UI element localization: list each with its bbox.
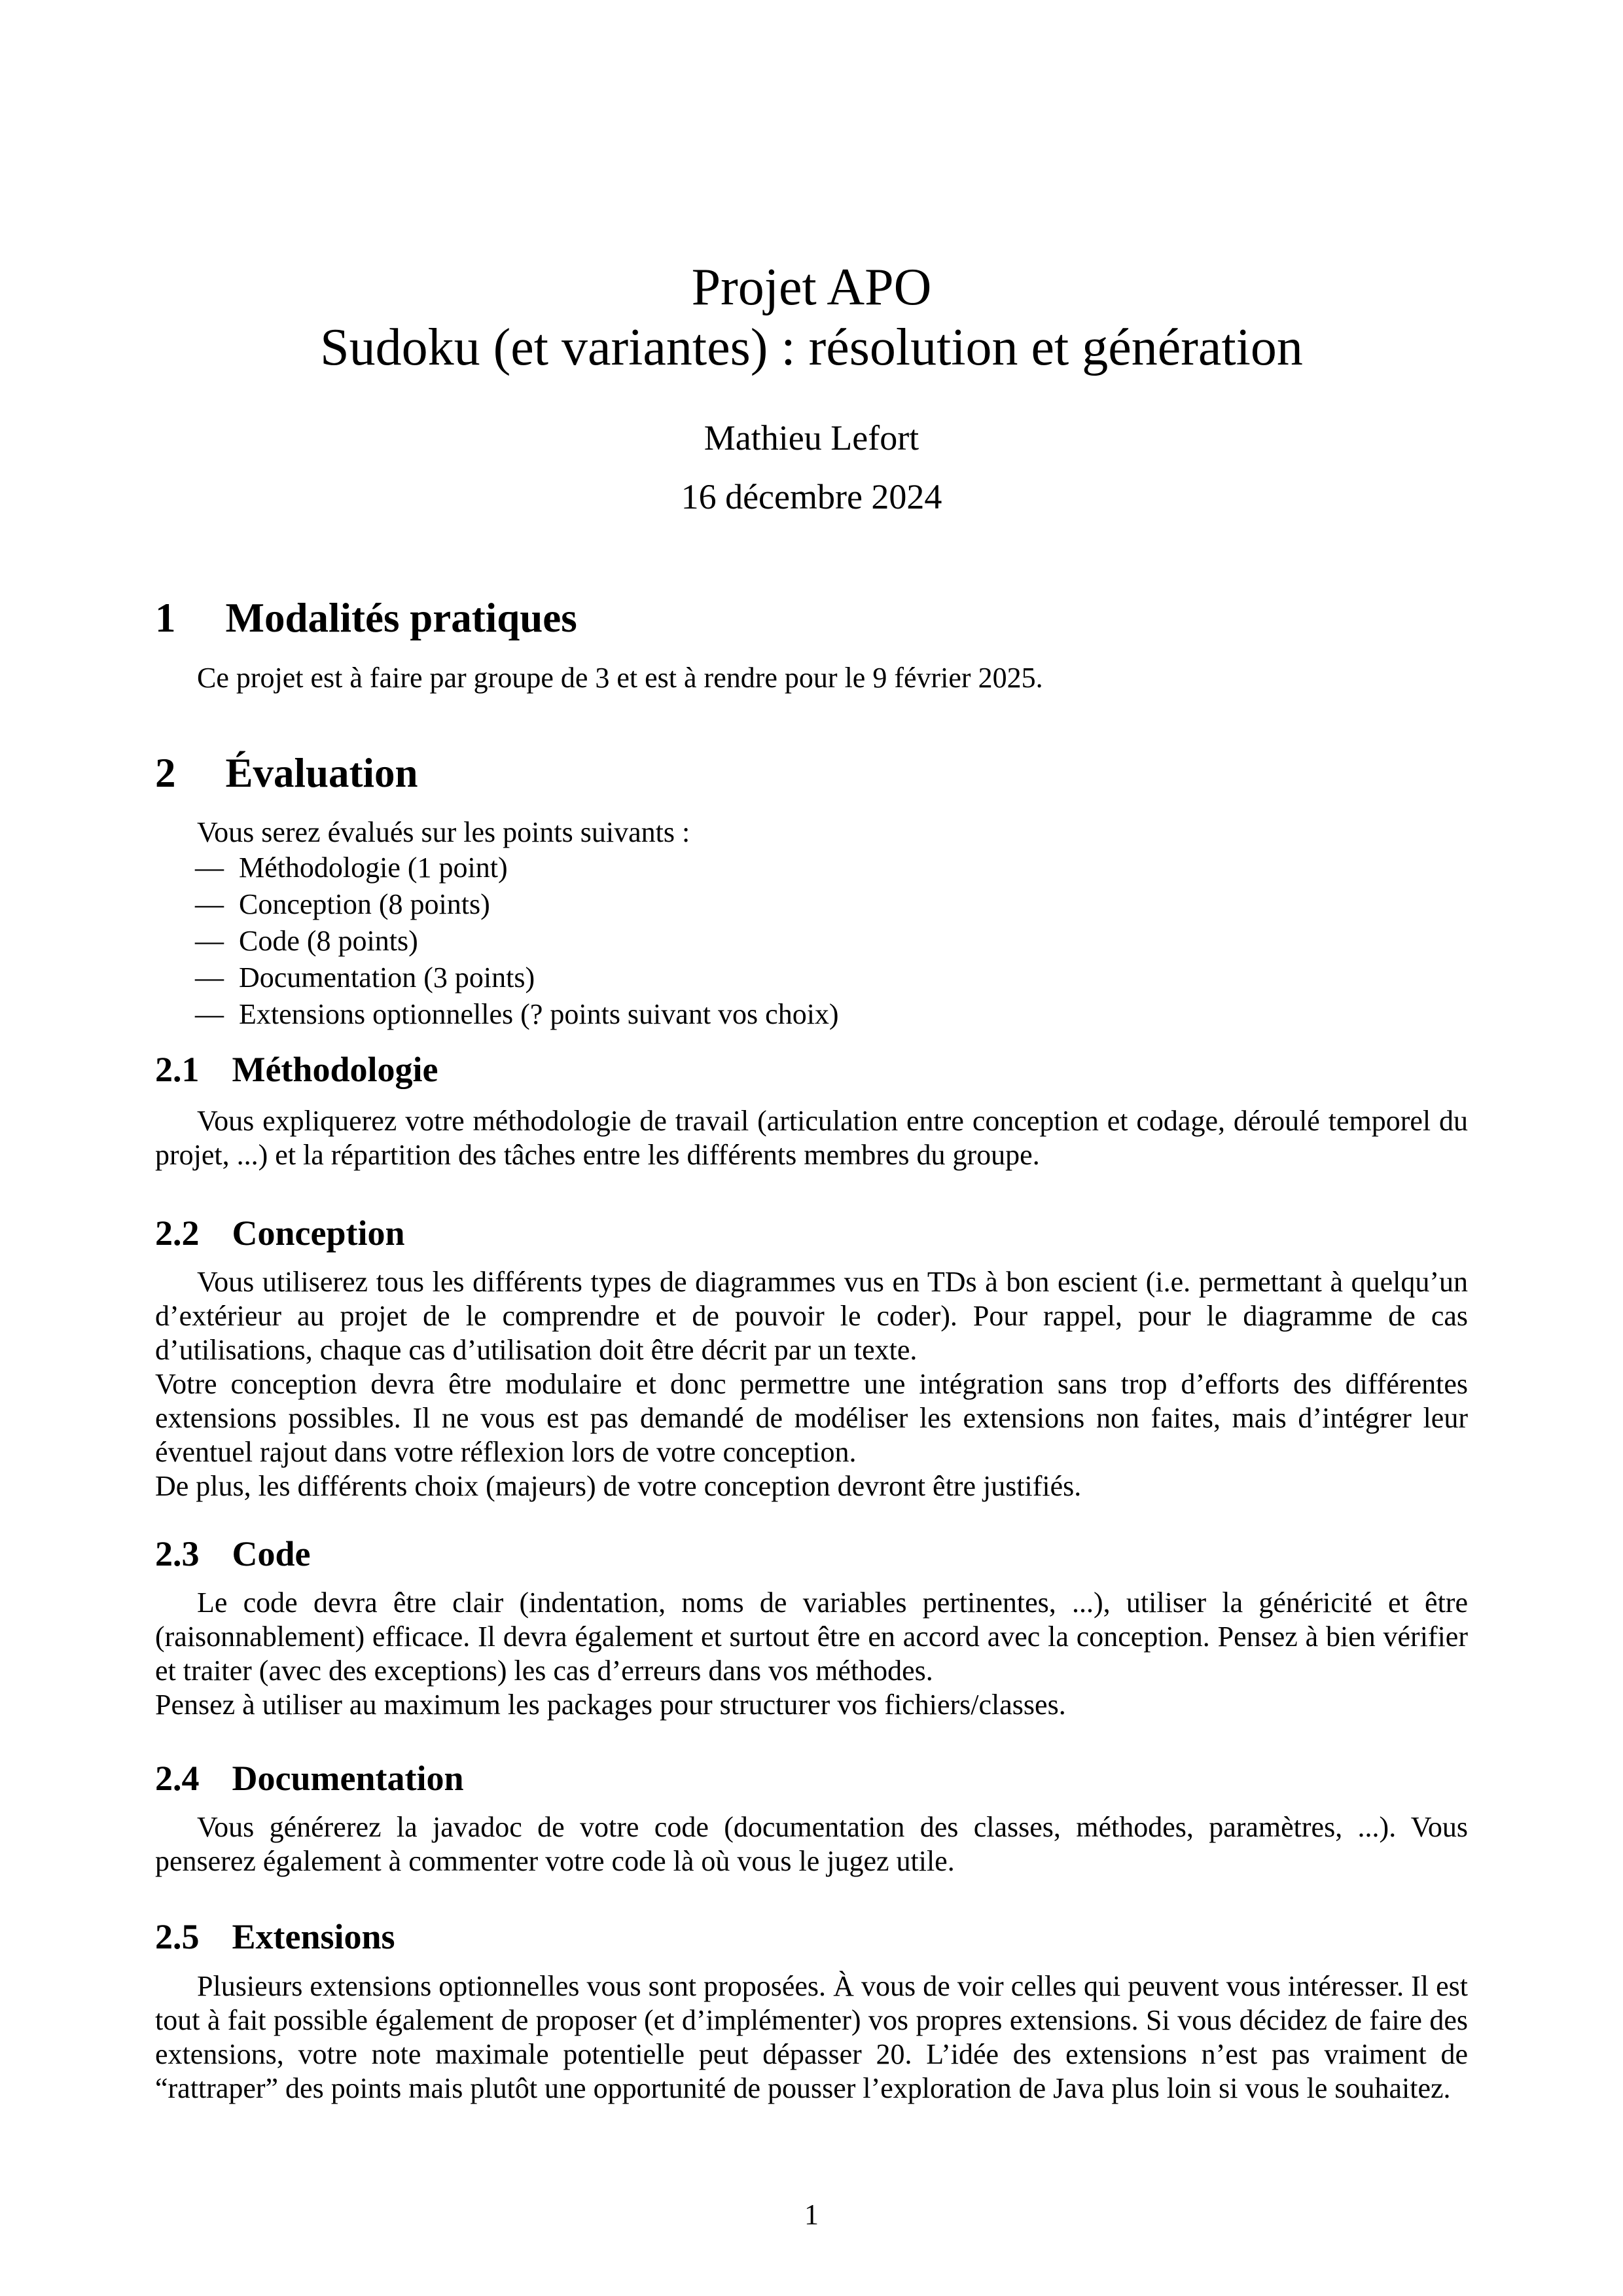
list-item-label: Code (8 points) <box>239 925 418 957</box>
section-2-intro <box>155 816 1468 850</box>
document-title <box>155 257 1468 378</box>
list-item <box>155 923 1468 960</box>
subsection-2-3-heading <box>155 1534 1468 1574</box>
list-item <box>155 886 1468 923</box>
subsection-2-5-heading <box>155 1916 1468 1957</box>
subsection-2-3-number: 2.3 <box>155 1534 200 1573</box>
subsection-2-3-body <box>155 1586 1468 1722</box>
subsection-2-1-title: Méthodologie <box>232 1050 438 1089</box>
paragraph: Votre conception devra être modulaire et donc permettre une intégration sans trop d’efforts des différentes extensions possibles. Il ne vous est pas demandé de modéliser les extensions non faites, mais d’intégrer leur éventuel rajout dans votre réflexion lors de votre conception. <box>155 1368 1468 1468</box>
subsection-2-4-heading <box>155 1758 1468 1799</box>
subsection-2-4-title: Documentation <box>232 1759 464 1798</box>
subsection-2-2-title: Conception <box>232 1213 405 1253</box>
paragraph: Vous expliquerez votre méthodologie de travail (articulation entre conception et codage, déroulé temporel du projet, ...) et la répartition des tâches entre les différents membres du groupe. <box>155 1105 1468 1171</box>
author-name: Mathieu Lefort <box>704 418 919 457</box>
subsection-2-4-number: 2.4 <box>155 1759 200 1798</box>
section-1-heading <box>155 594 1468 641</box>
item-dash: — <box>195 852 224 884</box>
subsection-2-1-body <box>155 1104 1468 1172</box>
subsection-2-5-title: Extensions <box>232 1917 395 1956</box>
item-dash: — <box>195 998 224 1030</box>
subsection-2-5-number: 2.5 <box>155 1917 200 1956</box>
paragraph: Vous utiliserez tous les différents types de diagrammes vus en TDs à bon escient (i.e. permettant à quelqu’un d’extérieur au projet de le comprendre et de pouvoir le coder). Pour rappel, pour le diagramme de cas d’utilisations, chaque cas d’utilisation doit être décrit par un texte. <box>155 1266 1468 1366</box>
subsection-2-2-body <box>155 1265 1468 1503</box>
paragraph: Ce projet est à faire par groupe de 3 et est à rendre pour le 9 février 2025. <box>197 662 1043 694</box>
list-item <box>155 960 1468 996</box>
title-line-1: Projet APO <box>691 259 932 316</box>
section-1-title: Modalités pratiques <box>225 595 577 641</box>
title-line-2: Sudoku (et variantes) : résolution et génération <box>320 319 1303 376</box>
list-item-label: Méthodologie (1 point) <box>239 852 508 884</box>
list-item-label: Conception (8 points) <box>239 888 490 920</box>
section-1-body <box>155 661 1468 695</box>
list-item <box>155 850 1468 886</box>
subsection-2-5-body <box>155 1969 1468 2106</box>
subsection-2-1-number: 2.1 <box>155 1050 200 1089</box>
paragraph: Plusieurs extensions optionnelles vous sont proposées. À vous de voir celles qui peuvent vous intéresser. Il est tout à fait possible également de proposer (et d’implémenter) vos propres extensions. Si vous décidez de faire des extensions, votre note maximale potentielle peut dépasser 20. L’idée des extensions n’est pas vraiment de “rattraper” des points mais plutôt une opportunité de pousser l’exploration de Java plus loin si vous le souhaitez. <box>155 1970 1468 2104</box>
paragraph: Vous générerez la javadoc de votre code (documentation des classes, méthodes, paramètres, ...). Vous penserez également à commenter votre code là où vous le jugez utile. <box>155 1811 1468 1877</box>
list-item-label: Extensions optionnelles (? points suivant vos choix) <box>239 998 839 1030</box>
page-number: 1 <box>804 2198 819 2231</box>
list-item-label: Documentation (3 points) <box>239 961 535 994</box>
paragraph: Vous serez évalués sur les points suivants : <box>197 816 690 848</box>
paragraph: Pensez à utiliser au maximum les packages pour structurer vos fichiers/classes. <box>155 1689 1066 1721</box>
section-1-number: 1 <box>155 595 176 641</box>
subsection-2-4-body <box>155 1810 1468 1878</box>
subsection-2-1-heading <box>155 1049 1468 1090</box>
item-dash: — <box>195 961 224 994</box>
paragraph: Le code devra être clair (indentation, noms de variables pertinentes, ...), utiliser la généricité et être (raisonnablement) efficace. Il devra également et surtout être en accord avec la conception. Pensez à bien vérifier et traiter (avec des exceptions) les cas d’erreurs dans vos méthodes. <box>155 1587 1468 1687</box>
section-2-heading <box>155 749 1468 797</box>
item-dash: — <box>195 925 224 957</box>
paragraph: De plus, les différents choix (majeurs) de votre conception devront être justifiés. <box>155 1470 1082 1502</box>
item-dash: — <box>195 888 224 920</box>
subsection-2-2-number: 2.2 <box>155 1213 200 1253</box>
subsection-2-2-heading <box>155 1213 1468 1253</box>
document-date: 16 décembre 2024 <box>681 477 942 516</box>
list-item <box>155 996 1468 1033</box>
section-2-title: Évaluation <box>225 750 418 796</box>
subsection-2-3-title: Code <box>232 1534 311 1573</box>
section-2-number: 2 <box>155 750 176 796</box>
evaluation-list <box>155 850 1468 1033</box>
